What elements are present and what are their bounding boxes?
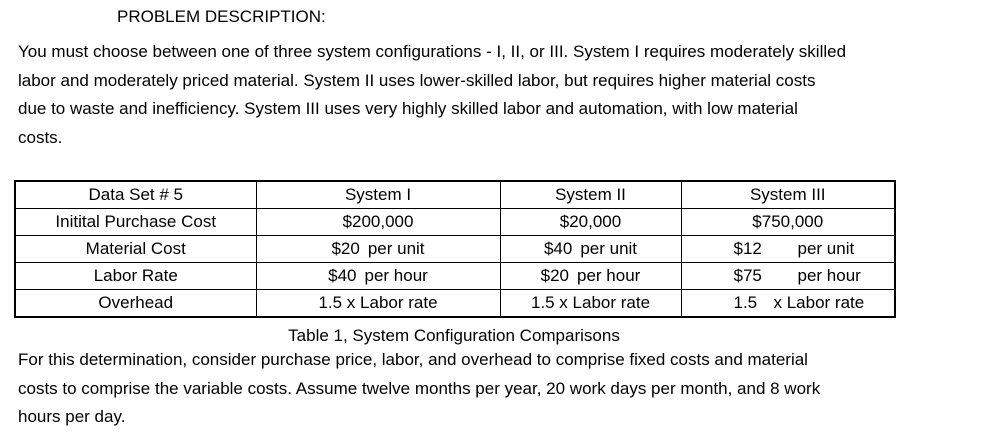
cell-unit: per hour bbox=[577, 266, 641, 285]
cell-value: $20 bbox=[540, 266, 570, 285]
cell-value: $40 bbox=[543, 239, 573, 258]
table-row-labor-rate bbox=[15, 263, 895, 290]
row-label: Initital Purchase Cost bbox=[15, 209, 256, 236]
system-comparison-table bbox=[14, 180, 896, 318]
table-header-row bbox=[15, 181, 895, 209]
intro-paragraph bbox=[18, 38, 983, 152]
cell-unit: per unit bbox=[797, 239, 855, 258]
cell-system-1 bbox=[256, 263, 500, 290]
cell-system-3 bbox=[681, 263, 895, 290]
cell-value: $20 bbox=[331, 239, 360, 258]
problem-description-heading: PROBLEM DESCRIPTION: bbox=[117, 7, 326, 26]
cell-unit: per unit bbox=[580, 239, 638, 258]
cell-system-3 bbox=[681, 290, 895, 318]
cell-system-2 bbox=[500, 263, 681, 290]
cell-system-1: $200,000 bbox=[256, 209, 500, 236]
cell-system-2 bbox=[500, 236, 681, 263]
table-row-purchase-cost bbox=[15, 209, 895, 236]
header-data-set: Data Set # 5 bbox=[15, 181, 256, 209]
closing-line: costs to comprise the variable costs. Assume twelve months per year, 20 work days per month, and 8 work bbox=[18, 378, 821, 398]
cell-unit: per hour bbox=[797, 266, 861, 285]
cell-system-2: 1.5 x Labor rate bbox=[500, 290, 681, 318]
cell-value: 1.5 bbox=[733, 293, 758, 312]
cell-system-3 bbox=[681, 236, 895, 263]
table-row-overhead bbox=[15, 290, 895, 318]
intro-line: costs. bbox=[18, 127, 63, 147]
row-label: Labor Rate bbox=[15, 263, 256, 290]
closing-line: hours per day. bbox=[18, 407, 126, 426]
cell-unit: per hour bbox=[364, 266, 428, 285]
intro-line: labor and moderately priced material. System II uses lower-skilled labor, but requires higher material costs bbox=[18, 70, 816, 90]
cell-system-1 bbox=[256, 236, 500, 263]
intro-line: due to waste and inefficiency. System III uses very highly skilled labor and automation, with low material bbox=[18, 99, 798, 118]
table-caption: Table 1, System Configuration Comparisons bbox=[288, 326, 620, 345]
intro-line: You must choose between one of three system configurations - I, II, or III. System I requires moderately skilled bbox=[18, 42, 847, 61]
cell-value: $40 bbox=[328, 266, 357, 285]
header-system-3: System III bbox=[681, 181, 895, 209]
row-label: Material Cost bbox=[15, 236, 256, 263]
cell-unit: x Labor rate bbox=[773, 293, 865, 312]
table-row-material-cost bbox=[15, 236, 895, 263]
cell-system-2: $20,000 bbox=[500, 209, 681, 236]
cell-unit: per unit bbox=[367, 239, 425, 258]
cell-system-3: $750,000 bbox=[681, 209, 895, 236]
header-system-1: System I bbox=[256, 181, 500, 209]
cell-value: $75 bbox=[733, 266, 762, 285]
row-label: Overhead bbox=[15, 290, 256, 318]
cell-system-1: 1.5 x Labor rate bbox=[256, 290, 500, 318]
closing-line: For this determination, consider purchase price, labor, and overhead to comprise fixed costs and material bbox=[18, 350, 808, 369]
cell-value: $12 bbox=[733, 239, 762, 258]
closing-paragraph bbox=[18, 346, 983, 432]
header-system-2: System II bbox=[500, 181, 681, 209]
